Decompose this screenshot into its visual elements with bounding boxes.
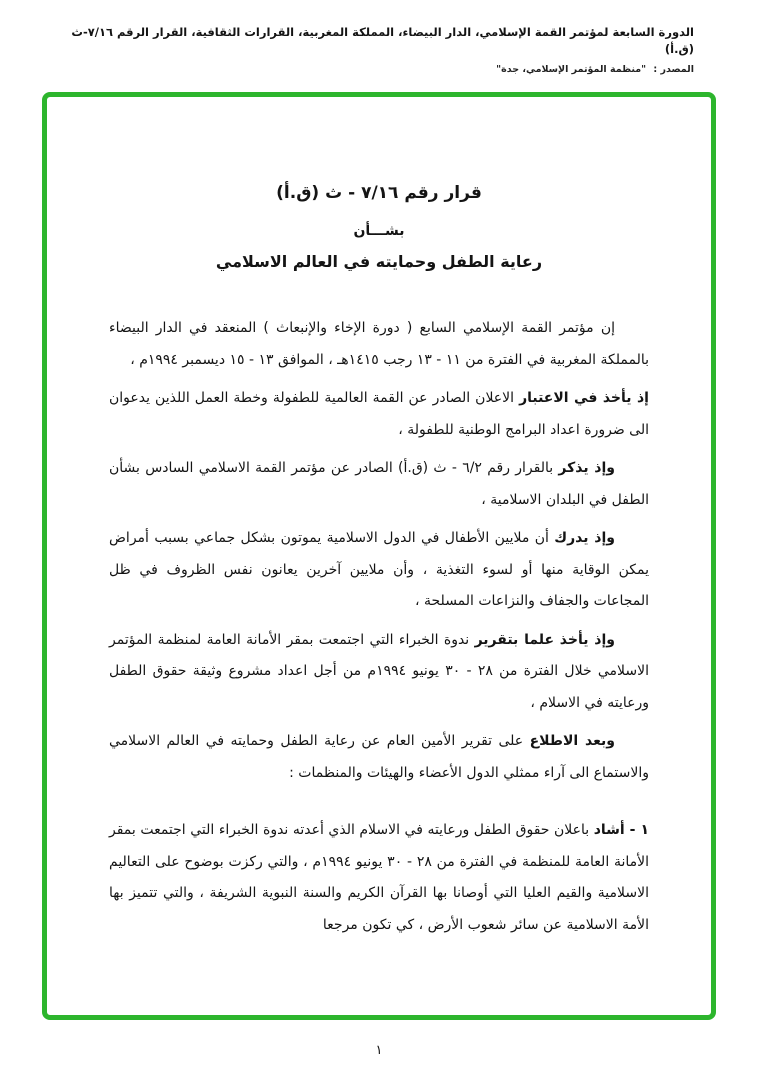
- having-reviewed-paragraph: [109, 726, 649, 789]
- item-number: ١ -: [624, 822, 649, 838]
- page-number: ١: [375, 1043, 383, 1058]
- item-text: باعلان حقوق الطفل ورعايته في الاسلام الذي أعدته ندوة الخبراء التي اجتمعت بمقر الأمانة العامة للمنظمة في الفترة من ٢٨ - ٣٠ يونيو ١٩٩٤م ، والتي ركزت بوضوح على التعاليم الاسلامية والقيم العليا التي أوصانا بها القرآن الكريم والسنة النبوية الشريفة ، والتي تتميز بها الأمة الاسلامية عن سائر شعوب الأرض ، كي تكون مرجعا: [109, 822, 650, 933]
- resolution-item-1: [109, 815, 649, 941]
- paragraph-lead: وبعد الاطلاع: [529, 733, 615, 749]
- green-document-frame: [42, 92, 716, 1020]
- considering-paragraph: [109, 383, 649, 446]
- paragraph-text: بالقرار رقم ٦/٢ - ث (ق.أ) الصادر عن مؤتمر القمة الاسلامي السادس بشأن الطفل في البلدان الاسلامية ،: [109, 460, 649, 508]
- taking-note-paragraph: [109, 625, 649, 720]
- document-header: [40, 24, 694, 75]
- paragraph-lead: وإذ يذكر: [558, 460, 615, 476]
- header-source-label: المصدر :: [653, 63, 694, 75]
- paragraph-text: أن ملايين الأطفال في الدول الاسلامية يموتون بشكل جماعي بسبب أمراض يمكن الوقاية منها أو لسوء التغذية ، وأن ملايين آخرين يعانون نفس الظروف في ظل المجاعات والجفاف والنزاعات المسلحة ،: [109, 530, 649, 609]
- paragraph-text: الاعلان الصادر عن القمة العالمية للطفولة وخطة العمل اللذين يدعوان الى ضرورة اعداد البرامج الوطنية للطفولة ،: [109, 390, 649, 438]
- document-body: [47, 97, 711, 1015]
- paragraph-text: على تقرير الأمين العام عن رعاية الطفل وحمايته في العالم الاسلامي والاستماع الى آراء ممثلي الدول الأعضاء والهيئات والمنظمات :: [109, 733, 649, 781]
- aware-paragraph: [109, 523, 649, 618]
- header-source: [40, 64, 694, 75]
- document-footer: [0, 1043, 758, 1058]
- header-source-value: "منظمة المؤتمر الإسلامي، جدة": [496, 63, 647, 75]
- title-subject: رعاية الطفل وحمايته في العالم الاسلامي: [215, 252, 543, 271]
- paragraph-lead: وإذ يأخذ علما بتقرير: [474, 631, 615, 648]
- preamble-opening-paragraph: [109, 313, 649, 376]
- item-lead: أشاد: [593, 822, 625, 838]
- title-block: [109, 183, 649, 271]
- paragraph-lead: وإذ يدرك: [554, 530, 615, 546]
- paragraph-text: إن مؤتمر القمة الإسلامي السابع ( دورة الإخاء والإنبعاث ) المنعقد في الدار البيضاء بالمملكة المغربية في الفترة من ١١ - ١٣ رجب ١٤١٥هـ ، الموافق ١٣ - ١٥ ديسمبر ١٩٩٤م ،: [109, 320, 649, 368]
- paragraph-lead: إذ يأخذ في الاعتبار: [519, 390, 649, 406]
- title-regarding: بشـــأن: [353, 223, 405, 239]
- header-citation: الدورة السابعة لمؤتمر القمة الإسلامي، الدار البيضاء، المملكة المغربية، القرارات الثقافية، القرار الرقم ٧/١٦-ث (ق.أ): [71, 25, 694, 57]
- recalling-paragraph: [109, 453, 649, 516]
- paragraph-text: ندوة الخبراء التي اجتمعت بمقر الأمانة العامة لمنظمة المؤتمر الاسلامي خلال الفترة من ٢٨ - ٣٠ يونيو ١٩٩٤م من أجل اعداد مشروع وثيقة حقوق الطفل ورعايته في الاسلام ،: [109, 631, 649, 711]
- resolution-number-title: قرار رقم ٧/١٦ - ث (ق.أ): [276, 183, 482, 203]
